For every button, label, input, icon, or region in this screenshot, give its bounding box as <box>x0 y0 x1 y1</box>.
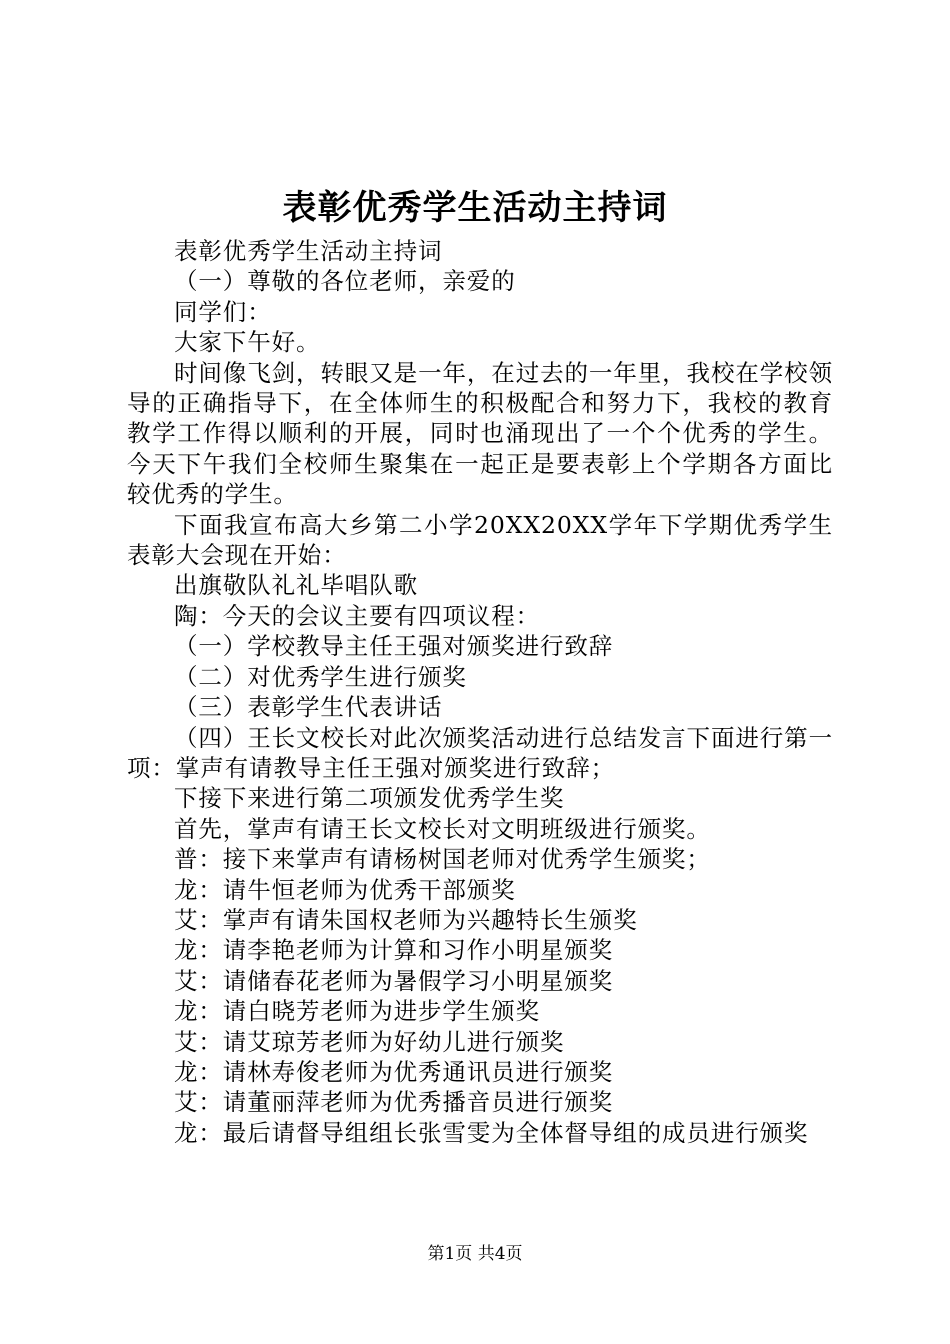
paragraph: 首先，掌声有请王长文校长对文明班级进行颁奖。 <box>174 814 711 843</box>
paragraph: 艾：请董丽萍老师为优秀播音员进行颁奖 <box>174 1088 614 1117</box>
paragraph: （三）表彰学生代表讲话 <box>174 693 443 722</box>
page-footer: 第1页 共4页 <box>427 1244 523 1264</box>
paragraph: 陶：今天的会议主要有四项议程： <box>174 601 540 630</box>
paragraph: （一）尊敬的各位老师，亲爱的 <box>174 267 516 296</box>
document-body <box>127 236 833 1148</box>
paragraph: 龙：请李艳老师为计算和习作小明星颁奖 <box>174 936 614 965</box>
paragraph: （四）王长文校长对此次颁奖活动进行总结发言下面进行第一项：掌声有请教导主任王强对颁奖进行致辞； <box>127 723 833 782</box>
paragraph: 龙：请林寿俊老师为优秀通讯员进行颁奖 <box>174 1057 614 1086</box>
paragraph: 普：接下来掌声有请杨树国老师对优秀学生颁奖； <box>174 845 711 874</box>
paragraph: 下接下来进行第二项颁发优秀学生奖 <box>174 784 565 813</box>
document-title: 表彰优秀学生活动主持词 <box>282 188 668 228</box>
paragraph: 龙：请白晓芳老师为进步学生颁奖 <box>174 997 540 1026</box>
paragraph: （一）学校教导主任王强对颁奖进行致辞 <box>174 632 614 661</box>
paragraph: 龙：最后请督导组组长张雪雯为全体督导组的成员进行颁奖 <box>174 1118 809 1147</box>
paragraph: 龙：请牛恒老师为优秀干部颁奖 <box>174 875 516 904</box>
paragraph: 表彰优秀学生活动主持词 <box>174 237 443 265</box>
paragraph: 出旗敬队礼礼毕唱队歌 <box>174 571 418 600</box>
paragraph: （二）对优秀学生进行颁奖 <box>174 662 467 691</box>
paragraph: 艾：请艾琼芳老师为好幼儿进行颁奖 <box>174 1027 565 1056</box>
paragraph: 时间像飞剑，转眼又是一年，在过去的一年里，我校在学校领导的正确指导下，在全体师生的积极配合和努力下，我校的教育教学工作得以顺利的开展，同时也涌现出了一个个优秀的学生。今天下午我们全校师生聚集在一起正是要表彰上个学期各方面比较优秀的学生。 <box>127 358 833 509</box>
paragraph: 艾：请储春花老师为暑假学习小明星颁奖 <box>174 966 614 995</box>
paragraph: 艾：掌声有请朱国权老师为兴趣特长生颁奖 <box>174 905 638 934</box>
paragraph: 下面我宣布高大乡第二小学20XX20XX学年下学期优秀学生表彰大会现在开始： <box>127 510 833 570</box>
paragraph: 大家下午好。 <box>174 328 321 357</box>
paragraph: 同学们： <box>174 297 272 326</box>
